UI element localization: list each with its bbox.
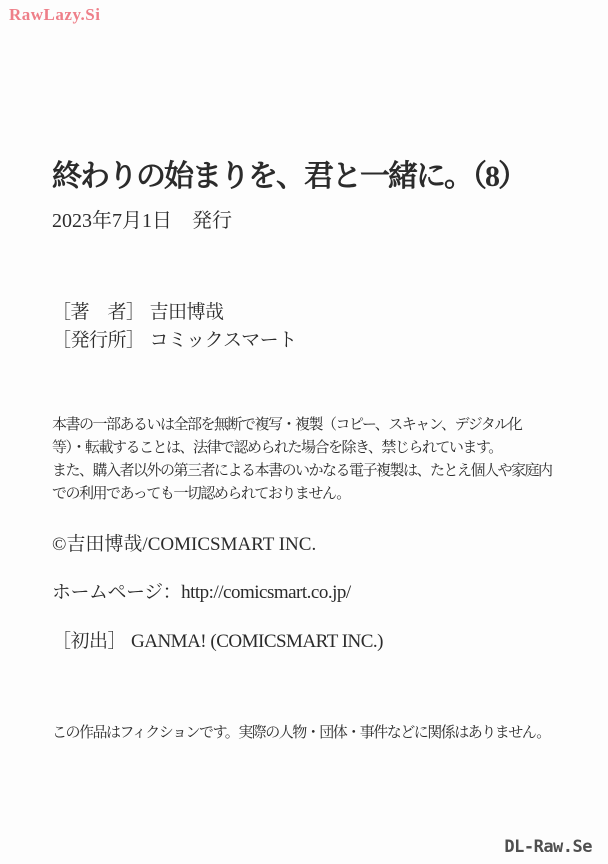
publisher-name: コミックスマート: [149, 330, 297, 351]
legal-notice-line: 等）・転載することは、法律で認められた場合を除き、禁じられています。: [52, 440, 502, 456]
legal-notice-line: また、購入者以外の第三者による本書のいかなる電子複製は、たとえ個人や家庭内: [52, 463, 552, 479]
publish-date: 2023年7月1日 発行: [52, 210, 232, 232]
homepage-line: [52, 577, 351, 604]
copyright-line: ©吉田博哉/COMICSMART INC.: [52, 534, 317, 555]
legal-notice-line: 本書の一部あるいは全部を無断で複写・複製（コピー、スキャン、デジタル化: [52, 417, 522, 433]
publisher-label: ［発行所］: [52, 330, 145, 351]
author-label: ［著 者］: [52, 302, 145, 323]
legal-notice: [52, 414, 552, 506]
book-title: 終わりの始まりを、君と一緒に。（8）: [52, 160, 526, 193]
homepage-label: ホームページ：: [52, 582, 182, 603]
first-publication-label: ［初出］: [52, 631, 127, 652]
legal-notice-line: での利用であっても一切認められておりません。: [52, 486, 350, 502]
first-publication-line: [52, 626, 383, 653]
publisher-row: [52, 327, 297, 355]
credits-block: [52, 299, 297, 355]
author-name: 吉田博哉: [149, 302, 224, 323]
author-row: [52, 299, 297, 327]
homepage-url: http://comicsmart.co.jp/: [181, 582, 351, 603]
watermark-rawlazy: RawLazy.Si: [9, 5, 101, 24]
first-publication-value: GANMA! (COMICSMART INC.): [131, 631, 384, 652]
watermark-dlraw: DL-Raw.Se: [504, 837, 592, 857]
disclaimer-line: この作品はフィクションです。実際の人物・団体・事件などに関係はありません。: [52, 725, 550, 741]
